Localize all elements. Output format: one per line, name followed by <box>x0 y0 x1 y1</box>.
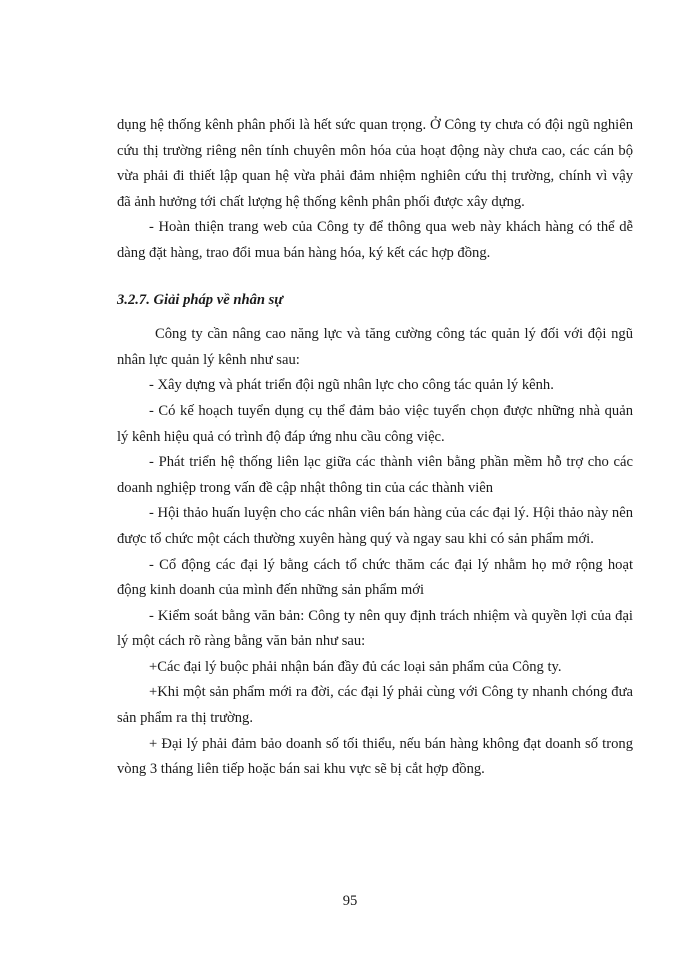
sub-item-minimum-sales: + Đại lý phải đảm bảo doanh số tối thiểu, nếu bán hàng không đạt doanh số trong vòng 3 tháng liên tiếp hoặc bán sai khu vực sẽ bị cắt hợp đồng. <box>117 735 633 778</box>
list-item-staff-development: - Xây dựng và phát triển đội ngũ nhân lực cho công tác quản lý kênh. <box>149 377 554 394</box>
list-item-communication-system: - Phát triển hệ thống liên lạc giữa các thành viên bằng phần mềm hỗ trợ cho các doanh nghiệp trong vấn đề cập nhật thông tin của các thành viên <box>117 454 633 496</box>
list-item-written-control: - Kiểm soát bằng văn bản: Công ty nên quy định trách nhiệm và quyền lợi của đại lý một cách rõ ràng bằng văn bản như sau: <box>117 607 633 650</box>
paragraph-website-improvement: - Hoàn thiện trang web của Công ty để thông qua web này khách hàng có thể dễ dàng đặt hàng, trao đổi mua bán hàng hóa, ký kết các hợp đồng. <box>117 219 633 261</box>
page-number: 95 <box>342 893 358 909</box>
sub-item-full-product-range: +Các đại lý buộc phải nhận bán đầy đủ các loại sản phẩm của Công ty. <box>149 658 562 675</box>
list-item-training-workshops: - Hội thảo huấn luyện cho các nhân viên bán hàng của các đại lý. Hội thảo này nên được tổ chức một cách thường xuyên hàng quý và ngay sau khi có sản phẩm mới. <box>117 505 633 547</box>
paragraph-continuation: dụng hệ thống kênh phân phối là hết sức quan trọng. Ở Công ty chưa có đội ngũ nghiên cứu thị trường riêng nên tính chuyên môn hóa của hoạt động này chưa cao, các cán bộ vừa phải đi thiết lập quan hệ vừa phải đảm nhiệm nghiên cứu thị trường, chính vì vậy đã ảnh hưởng tới chất lượng hệ thống kênh phân phối được xây dựng. <box>117 117 633 210</box>
section-heading: 3.2.7. Giải pháp về nhân sự <box>117 291 284 308</box>
sub-item-new-product-launch: +Khi một sản phẩm mới ra đời, các đại lý phải cùng với Công ty nhanh chóng đưa sản phẩm ra thị trường. <box>117 684 633 727</box>
list-item-recruitment-plan: - Có kế hoạch tuyển dụng cụ thể đảm bảo việc tuyển chọn được những nhà quản lý kênh hiệu quả có trình độ đáp ứng nhu cầu công việc. <box>117 402 633 445</box>
page-content <box>117 113 633 783</box>
paragraph-intro: Công ty cần nâng cao năng lực và tăng cường công tác quản lý đối với đội ngũ nhân lực quản lý kênh như sau: <box>117 326 633 368</box>
list-item-agent-promotion: - Cổ động các đại lý bằng cách tổ chức thăm các đại lý nhằm họ mở rộng hoạt động kinh doanh của mình đến những sản phẩm mới <box>117 556 633 599</box>
